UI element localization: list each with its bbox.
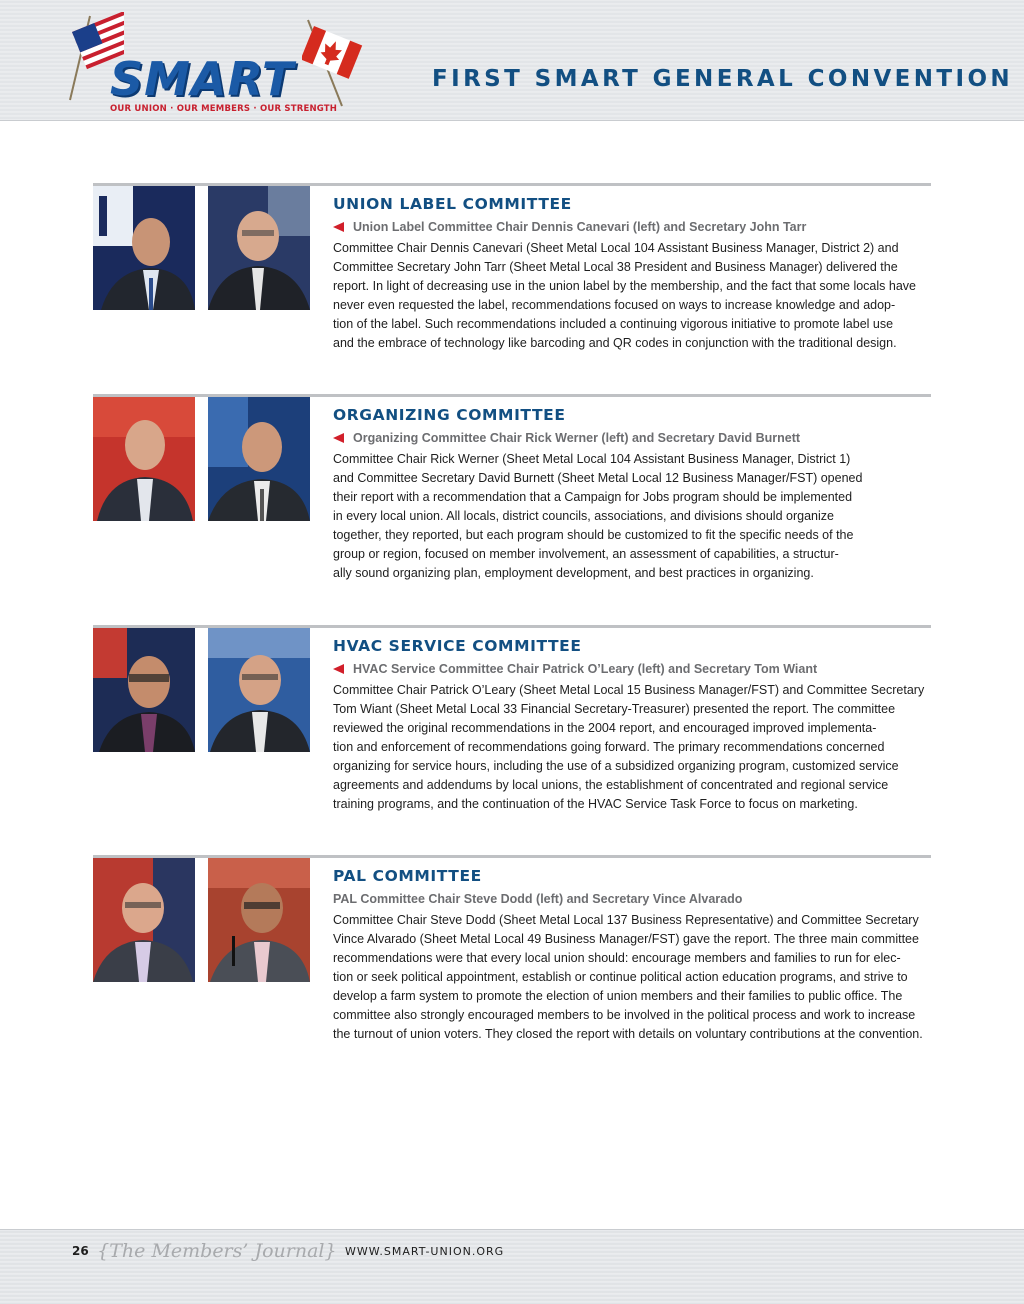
section-body bbox=[333, 239, 931, 353]
pal-committee-section bbox=[93, 855, 931, 1055]
body-line: Committee Chair Steve Dodd (Sheet Metal Local 137 Business Representative) and Committee Secretary bbox=[333, 913, 919, 927]
section-body bbox=[333, 450, 931, 583]
photo-caption bbox=[333, 428, 931, 448]
left-arrow-icon bbox=[333, 664, 344, 674]
body-line: group or region, focused on member involvement, an assessment of capabilities, a structur- bbox=[333, 547, 839, 561]
left-arrow-icon bbox=[333, 222, 344, 232]
left-arrow-icon bbox=[333, 433, 344, 443]
page-number: 26 bbox=[72, 1244, 89, 1258]
body-line: their report with a recommendation that a Campaign for Jobs program should be implemented bbox=[333, 490, 853, 504]
secretary-photo bbox=[208, 186, 310, 310]
body-line: tion of the label. Such recommendations included a continuing vigorous initiative to promote label use bbox=[333, 317, 894, 331]
journal-name: {The Members’ Journal} bbox=[97, 1240, 337, 1262]
section-title: PAL COMMITTEE bbox=[333, 867, 482, 885]
body-line: tion or seek political appointment, establish or continue political action education programs, and strive to bbox=[333, 970, 908, 984]
body-line: in every local union. All locals, district councils, associations, and divisions should organize bbox=[333, 509, 834, 523]
body-line: report. In light of decreasing use in the union label by the membership, and the fact that some locals have bbox=[333, 279, 916, 293]
body-line: never even requested the label, recommendations focused on ways to increase knowledge and adop- bbox=[333, 298, 896, 312]
website-link[interactable]: WWW.SMART-UNION.ORG bbox=[345, 1244, 505, 1258]
body-line: the turnout of union voters. They closed the report with details on voluntary contributions at the convention. bbox=[333, 1027, 923, 1041]
caption-text: Organizing Committee Chair Rick Werner (left) and Secretary David Burnett bbox=[353, 431, 801, 445]
logo-wordmark: SMART bbox=[110, 52, 295, 106]
chair-photo bbox=[93, 858, 195, 982]
photo-caption bbox=[333, 659, 931, 679]
body-line: ally sound organizing plan, employment development, and best practices in organizing. bbox=[333, 566, 814, 580]
body-line: and the embrace of technology like barcoding and QR codes in conjunction with the traditional design. bbox=[333, 336, 897, 350]
photo-caption bbox=[333, 217, 931, 237]
secretary-photo bbox=[208, 858, 310, 982]
body-line: committee also strongly encouraged members to be involved in the political process and work to increase bbox=[333, 1008, 916, 1022]
body-line: Tom Wiant (Sheet Metal Local 33 Financial Secretary-Treasurer) presented the report. The committee bbox=[333, 702, 896, 716]
body-line: Committee Secretary John Tarr (Sheet Metal Local 38 President and Business Manager) delivered the bbox=[333, 260, 898, 274]
page-footer bbox=[0, 1229, 1024, 1304]
logo-tagline: OUR UNION · OUR MEMBERS · OUR STRENGTH bbox=[110, 104, 338, 114]
canada-flag-icon bbox=[302, 16, 370, 108]
caption-text: HVAC Service Committee Chair Patrick O’Leary (left) and Secretary Tom Wiant bbox=[353, 662, 818, 676]
page-title: FIRST SMART GENERAL CONVENTION bbox=[432, 66, 1014, 92]
body-line: together, they reported, but each program should be customized to fit the specific needs of the bbox=[333, 528, 854, 542]
caption-text: Union Label Committee Chair Dennis Canevari (left) and Secretary John Tarr bbox=[353, 220, 807, 234]
section-text bbox=[333, 404, 931, 583]
section-body bbox=[333, 911, 931, 1044]
footer-line bbox=[72, 1240, 504, 1262]
page-header bbox=[0, 0, 1024, 121]
body-line: Committee Chair Dennis Canevari (Sheet Metal Local 104 Assistant Business Manager, District 2) and bbox=[333, 241, 899, 255]
body-line: and Committee Secretary David Burnett (Sheet Metal Local 12 Business Manager/FST) opened bbox=[333, 471, 863, 485]
body-line: training programs, and the continuation of the HVAC Service Task Force to focus on marketing. bbox=[333, 797, 858, 811]
secretary-photo bbox=[208, 397, 310, 521]
smart-logo bbox=[62, 12, 372, 112]
section-title: HVAC SERVICE COMMITTEE bbox=[333, 637, 582, 655]
section-text bbox=[333, 635, 931, 814]
body-line: agreements and addendums by local unions, the establishment of concentrated and regional service bbox=[333, 778, 889, 792]
body-line: recommendations were that every local union should: encourage members and families to run for elec- bbox=[333, 951, 901, 965]
section-body bbox=[333, 681, 931, 814]
body-line: tion and enforcement of recommendations going forward. The primary recommendations concerned bbox=[333, 740, 885, 754]
chair-photo bbox=[93, 186, 195, 310]
photo-caption bbox=[333, 889, 931, 909]
section-title: ORGANIZING COMMITTEE bbox=[333, 406, 566, 424]
secretary-photo bbox=[208, 628, 310, 752]
body-line: reviewed the original recommendations in the 2004 report, and encouraged improved implementa- bbox=[333, 721, 877, 735]
hvac-service-committee-section bbox=[93, 625, 931, 825]
body-line: Committee Chair Patrick O’Leary (Sheet Metal Local 15 Business Manager/FST) and Committee Secretary bbox=[333, 683, 925, 697]
body-line: Vince Alvarado (Sheet Metal Local 49 Business Manager/FST) gave the report. The three main committee bbox=[333, 932, 919, 946]
chair-photo bbox=[93, 397, 195, 521]
body-line: develop a farm system to promote the election of union members and their families to public office. The bbox=[333, 989, 903, 1003]
body-line: Committee Chair Rick Werner (Sheet Metal Local 104 Assistant Business Manager, District 1) bbox=[333, 452, 851, 466]
section-title: UNION LABEL COMMITTEE bbox=[333, 195, 572, 213]
union-label-committee-section bbox=[93, 183, 931, 358]
caption-text: PAL Committee Chair Steve Dodd (left) and Secretary Vince Alvarado bbox=[333, 892, 743, 906]
organizing-committee-section bbox=[93, 394, 931, 594]
chair-photo bbox=[93, 628, 195, 752]
section-text bbox=[333, 865, 931, 1044]
body-line: organizing for service hours, including the use of a subsidized organizing program, customized service bbox=[333, 759, 899, 773]
section-text bbox=[333, 193, 931, 353]
